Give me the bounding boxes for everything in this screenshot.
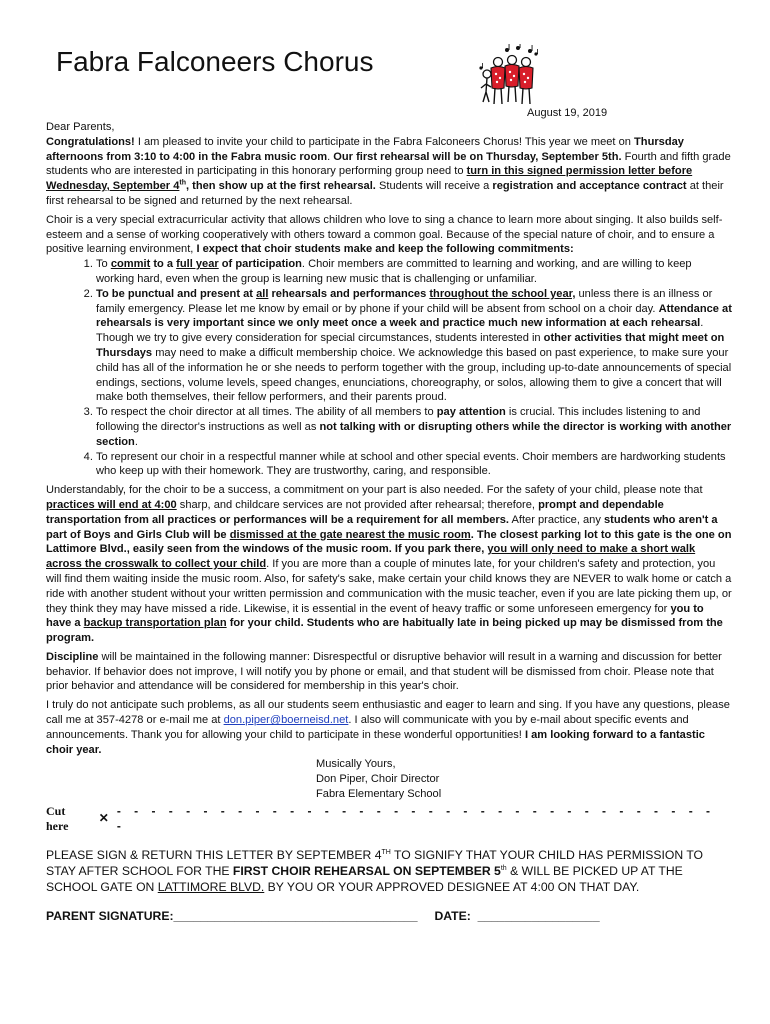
- date-label: DATE:: [434, 909, 471, 924]
- closing-line: Don Piper, Choir Director: [316, 773, 440, 786]
- singing-choir-logo-icon: [474, 44, 544, 108]
- date-field[interactable]: __________________: [477, 909, 600, 924]
- closing-line: Fabra Elementary School: [316, 788, 442, 801]
- email-link[interactable]: don.piper@boerneisd.net: [223, 714, 349, 727]
- closing-line: Musically Yours,: [316, 758, 396, 771]
- signature-row: [46, 909, 732, 924]
- greeting: Dear Parents,: [46, 121, 115, 133]
- transportation-paragraph: Understandably, for the choir to be a success, a commitment on your part is also needed. For the safety of your child, please note that practices will end at 4:00 sharp, and childcare services are not provided after rehearsal; therefore, prompt and dependable transportation from all practices or performances will be a requirement for all members. After practice, any students who aren't a part of Boys and Girls Club will be dismissed at the gate nearest the music room. The closest parking lot to this gate is the one on Lattimore Blvd., easily seen from the windows of the music room. If you park there, you will only need to make a short walk across the crosswalk to collect your child. If you are more than a couple of minutes late, for your children's safety and protection, you will find them waiting inside the music room. Also, for safety's sake, make certain your child knows they are NEVER to walk home or catch a ride with another student without your written permission and communication with the music teacher, even if you are late picking them up, or they think they may have missed a ride. Likewise, it is essential in the event of heavy traffic or some unforeseen emergency for you to have a backup transportation plan for your child. Students who are habitually late in being picked up may be dismissed from the program.: [46, 484, 732, 645]
- closing-paragraph: I truly do not anticipate such problems, as all our students seem enthusiastic and eager to learn and sing. If you have any questions, please call me at 357-4278 or e-mail me at don.piper@boerneisd.net. I also will communicate with you by e-mail about specific events and announcements. Thank you for allowing your child to participate in these wonderful opportunities! I am looking forward to a fantastic choir year.: [46, 699, 730, 756]
- list-item: 1. To commit to a full year of participation. Choir members are committed to learning and working, and are willing to keep working hard, even when the group is learning new music that is challenging or unfamiliar.: [96, 257, 732, 287]
- signature-label: PARENT SIGNATURE:: [46, 909, 174, 924]
- choir-paragraph: Choir is a very special extracurricular activity that allows children who love to sing a chance to learn more about singing. It also builds self-esteem and a sense of working cooperatively with others toward a common goal. Because of the special nature of choir, and to ensure a positive learning environment, I expect that choir students make and keep the following commitments:: [46, 213, 723, 256]
- list-item: 2. To be punctual and present at all rehearsals and performances throughout the school year, unless there is an illness or family emergency. Please let me know by email or by phone if your child will be absent from school on a choir day. Attendance at rehearsals is very important since we only meet once a week and practice much new information at each rehearsal. Though we try to give every consideration for special circumstances, students interested in other activities that might meet on Thursdays may need to make a difficult membership choice. We acknowledge this based on past experience, to make sure your child has all of the information he or she needs to perform together with the group, including up-to-date announcements of special endings, sections, volume levels, speed changes, enunciations, choreography, or solos, allowing them to give a concert that will make both themselves, their fellow performers, and their parents proud.: [96, 287, 732, 405]
- discipline-paragraph: Discipline will be maintained in the following manner: Disrespectful or disruptive behavior will result in a warning and discussion for better behavior. If behavior does not improve, I will notify you by phone or email, and that student will be dismissed from choir. Please note that prior behavior and attendance will be considered for membership in this year's choir.: [46, 650, 722, 693]
- letter-body: [46, 120, 732, 924]
- signature-block: [316, 757, 732, 801]
- list-item: 3. To respect the choir director at all times. The ability of all members to pay attention is crucial. This includes listening to and following the director's instructions as well as not talking with or disrupting others while the director is working with another section.: [96, 405, 732, 449]
- dashed-line: - - - - - - - - - - - - - - - - - - - - - - - - - - - - - - - - - - - -: [116, 803, 716, 833]
- commitments-list: [96, 257, 732, 479]
- list-item: 4. To represent our choir in a respectful manner while at school and other special events. Choir members are hardworking students who keep up with their homework. They are trustworthy, caring, and responsible.: [96, 450, 732, 480]
- scissors-icon: ✕: [98, 811, 109, 826]
- letter-date: August 19, 2019: [527, 107, 608, 119]
- cut-label: Cut here: [46, 803, 69, 833]
- cut-line: [46, 804, 732, 834]
- signature-field[interactable]: ____________________________________: [173, 909, 418, 924]
- return-instructions: PLEASE SIGN & RETURN THIS LETTER BY SEPTEMBER 4TH TO SIGNIFY THAT YOUR CHILD HAS PERMISSION TO STAY AFTER SCHOOL FOR THE FIRST CHOIR REHEARSAL ON SEPTEMBER 5th & WILL BE PICKED UP AT THE SCHOOL GATE ON LATTIMORE BLVD. BY YOU OR YOUR APPROVED DESIGNEE AT 4:00 ON THAT DAY.: [46, 848, 704, 895]
- intro-paragraph: Congratulations! I am pleased to invite your child to participate in the Fabra Falconeers Chorus! This year we meet on Thursday afternoons from 3:10 to 4:00 in the Fabra music room. Our first rehearsal will be on Thursday, September 5th. Fourth and fifth grade students who are interested in participating in this honorary performing group need to turn in this signed permission letter before Wednesday, September 4th, then show up at the first rehearsal. Students will receive a registration and acceptance contract at their first rehearsal to be signed and returned by the next rehearsal.: [46, 135, 731, 207]
- page-title: Fabra Falconeers Chorus: [56, 46, 374, 77]
